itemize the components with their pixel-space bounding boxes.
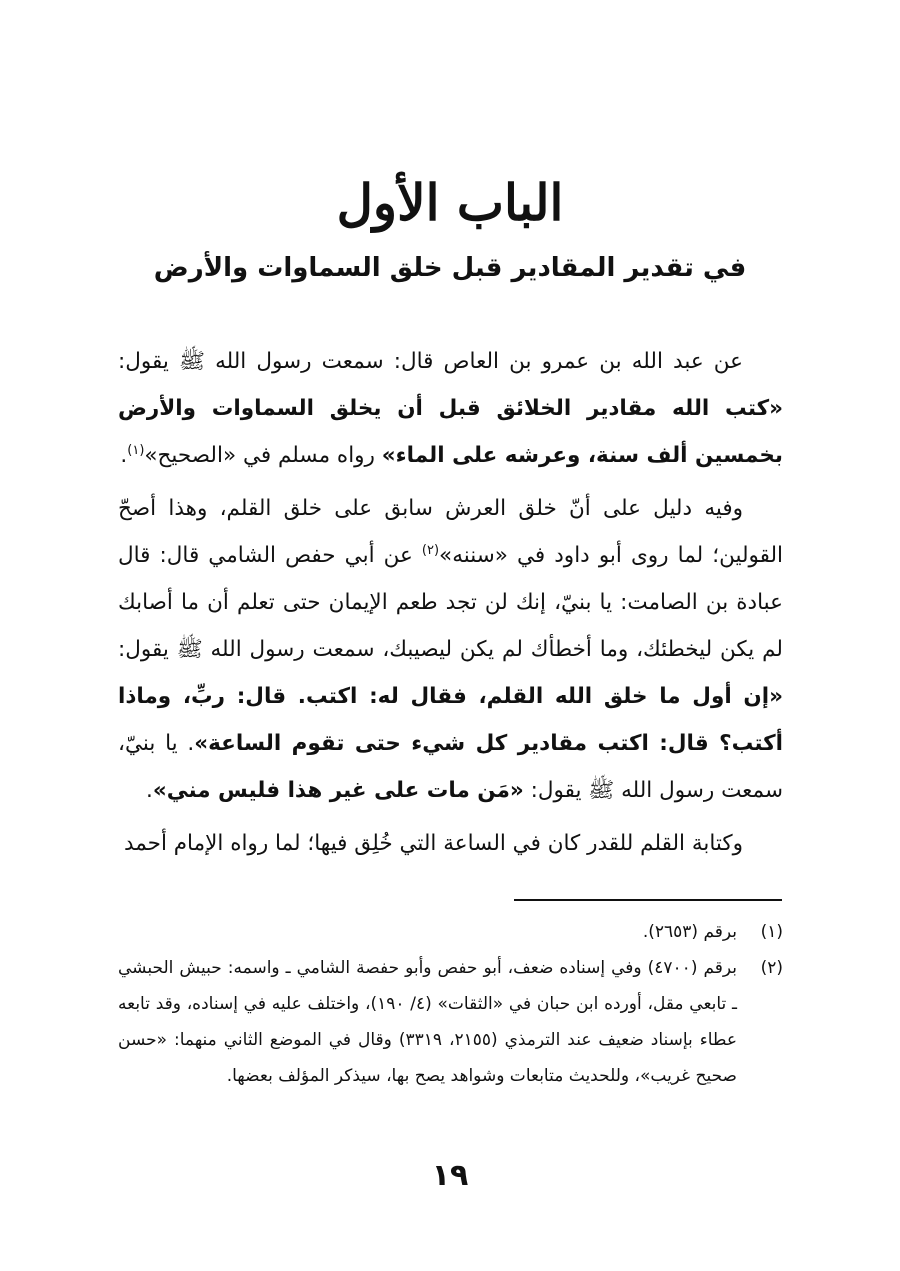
paragraph-1-intro: عن عبد الله بن عمرو بن العاص قال: سمعت رسول الله ﷺ يقول: xyxy=(118,349,743,374)
footnotes xyxy=(118,914,783,1094)
paragraph-1-source: رواه مسلم في «الصحيح» xyxy=(144,443,382,468)
paragraph-3: وكتابة القلم للقدر كان في الساعة التي خُلِق فيها؛ لما رواه الإمام أحمد xyxy=(123,831,743,856)
footnote-divider xyxy=(514,899,782,901)
footnote-ref-2[interactable]: (٢) xyxy=(421,542,440,558)
body-text xyxy=(118,338,783,873)
footnote-ref-1[interactable]: (١) xyxy=(127,442,145,458)
hadith-quote-2: «إن أول ما خلق الله القلم، فقال له: اكتب. قال: ربِّ، وماذا أكتب؟ قال: اكتب مقادير كل شيء حتى تقوم الساعة» xyxy=(118,684,783,756)
footnote-number: (٢) xyxy=(760,958,783,978)
footnote-1 xyxy=(118,914,783,950)
paragraph-2-part3: . يا بنيّ، سمعت رسول الله ﷺ يقول: xyxy=(118,731,783,803)
paragraph-2 xyxy=(118,485,783,814)
hadith-quote-1: «كتب الله مقادير الخلائق قبل أن يخلق السماوات والأرض بخمسين ألف سنة، وعرشه على الماء» xyxy=(118,396,783,468)
page-number: ١٩ xyxy=(431,1158,469,1193)
paragraph-2-part2: عن أبي حفص الشامي قال: قال عبادة بن الصامت: يا بنيّ، إنك لن تجد طعم الإيمان حتى تعلم أن ما أصابك لم يكن ليخطئك، وما أخطأك لم يكن ليصيبك، سمعت رسول الله ﷺ يقول: xyxy=(118,543,783,662)
footnote-text: برقم (٢٦٥٣). xyxy=(642,922,737,942)
footnote-number: (١) xyxy=(760,922,783,942)
paragraph-2-part1: وفيه دليل على أنّ خلق العرش سابق على خلق القلم، وهذا أصحّ القولين؛ لما روى أبو داود في «سننه» xyxy=(118,496,783,568)
footnote-text: برقم (٤٧٠٠) وفي إسناده ضعف، أبو حفص وأبو حفصة الشامي ـ واسمه: حبيش الحبشي ـ تابعي مقل، أورده ابن حبان في «الثقات» (٤/ ١٩٠)، واختلف عليه في إسناده، وقد تابعه عطاء بإسناد ضعيف عند الترمذي (٢١٥٥، ٣٣١٩) وقال في الموضع الثاني منهما: «حسن صحيح غريب»، وللحديث متابعات وشواهد يصح بها، سيذكر المؤلف بعضها. xyxy=(118,958,738,1086)
footnote-2 xyxy=(118,950,783,1094)
chapter-subtitle: في تقدير المقادير قبل خلق السماوات والأرض xyxy=(153,253,747,283)
chapter-title: الباب الأول xyxy=(336,173,564,232)
hadith-quote-3: «مَن مات على غير هذا فليس مني» xyxy=(152,778,524,803)
paragraph-2-end: . xyxy=(146,778,153,803)
paragraph-1 xyxy=(118,338,783,479)
paragraph-1-end: . xyxy=(120,443,128,468)
